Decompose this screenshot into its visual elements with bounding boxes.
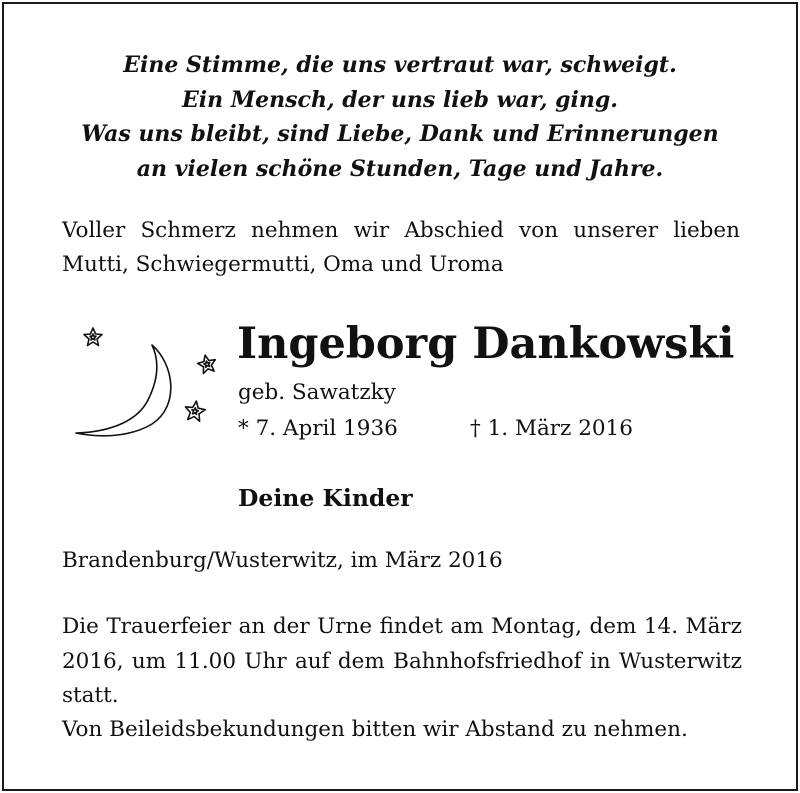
star-icon: [184, 400, 207, 422]
poem-line: Ein Mensch, der uns lieb war, ging.: [182, 86, 618, 113]
poem-line: Eine Stimme, die uns vertraut war, schweigt.: [123, 52, 677, 78]
maiden-name: geb. Sawatzky: [238, 380, 396, 405]
star-icon: [196, 353, 217, 374]
death-date: † 1. März 2016: [470, 416, 633, 441]
memorial-poem: [4, 48, 796, 186]
deceased-name: Ingeborg Dankowski: [237, 319, 735, 369]
obituary-notice: [2, 2, 798, 791]
funeral-ceremony-info: Die Trauerfeier an der Urne findet am Montag, dem 14. März 2016, um 11.00 Uhr auf dem Bahnhofsfriedhof in Wusterwitz statt.: [62, 614, 742, 708]
farewell-intro: Voller Schmerz nehmen wir Abschied von unserer lieben Mutti, Schwiegermutti, Oma und Uroma: [62, 218, 740, 277]
moon-icon: [76, 345, 171, 436]
place-and-date: Brandenburg/Wusterwitz, im März 2016: [62, 548, 503, 573]
poem-line: an vielen schöne Stunden, Tage und Jahre.: [136, 155, 664, 182]
condolence-note: Von Beileidsbekundungen bitten wir Abstand zu nehmen.: [62, 717, 688, 742]
star-icon: [84, 328, 102, 346]
moon-and-stars-icon: [68, 320, 228, 460]
birth-date: * 7. April 1936: [238, 416, 398, 441]
mourners-signature: Deine Kinder: [238, 484, 413, 512]
poem-line: Was uns bleibt, sind Liebe, Dank und Erinnerungen: [81, 121, 719, 147]
